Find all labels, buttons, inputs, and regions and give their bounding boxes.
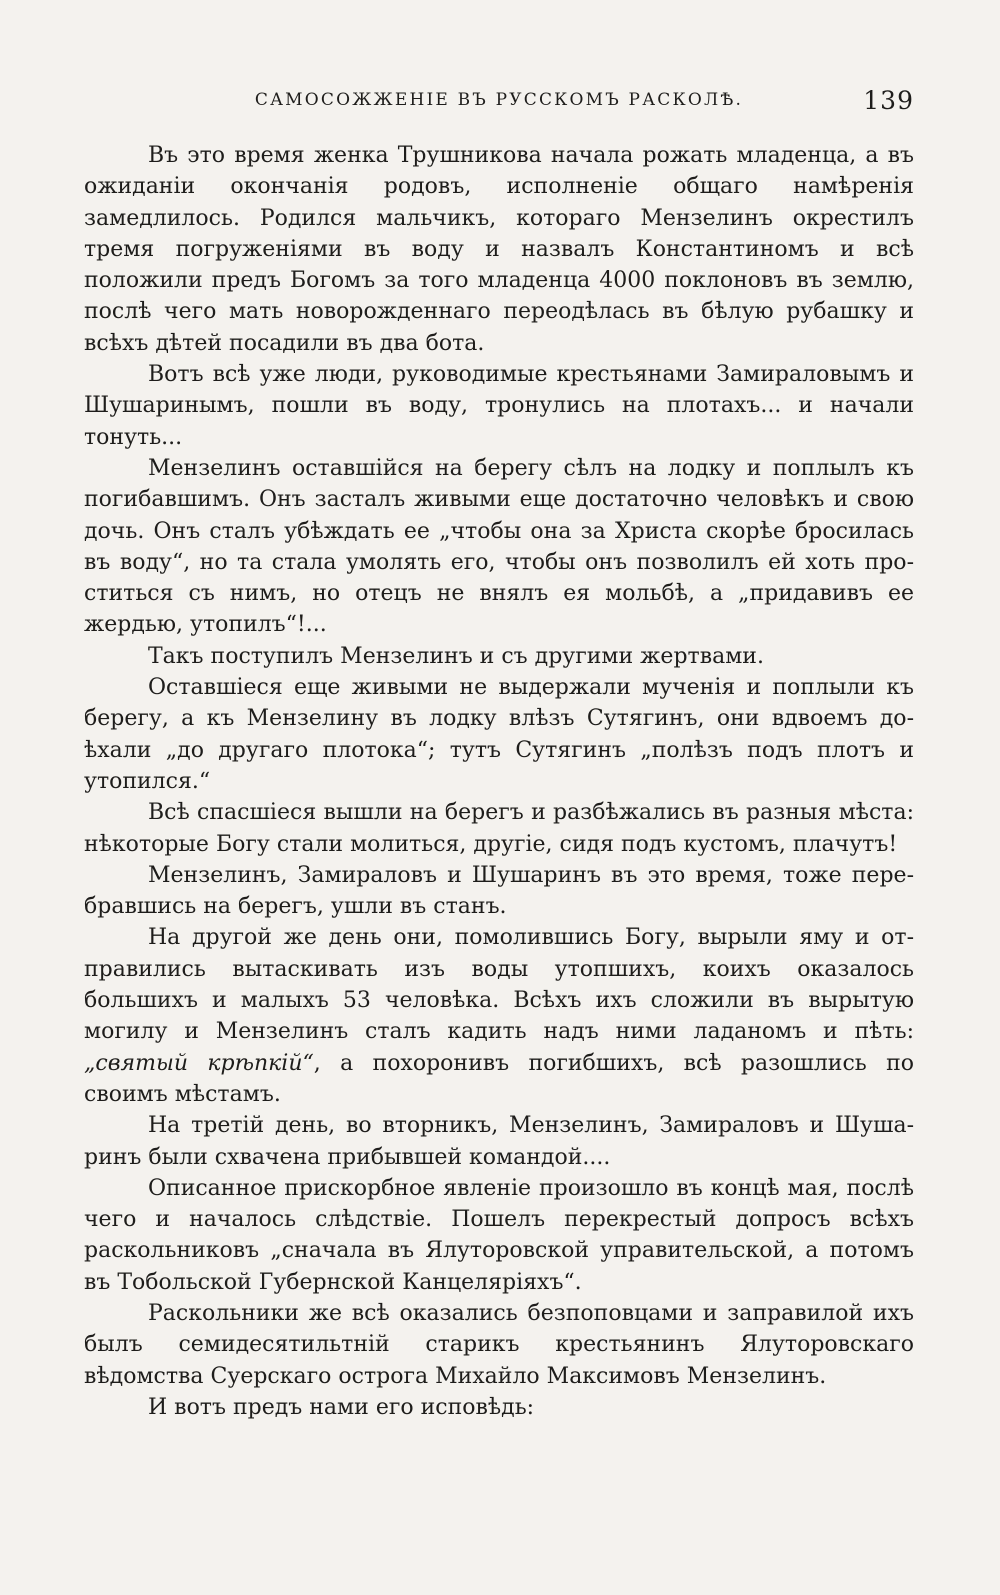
paragraph-burial [84,922,914,1110]
paragraph-confession-intro: И вотъ предъ нами его исповѣдь: [148,1394,535,1420]
paragraph-investigation: Описанное прискорбное явленіе произошло въ концѣ мая, послѣ чего и началось слѣдствіе. Пошелъ перекрестый допросъ всѣхъ раскольниковъ „сначала въ Ялуторовской управительской, а потомъ въ Тобольской Губернской Канцеляріяхъ“. [84,1175,914,1295]
paragraph-leader: Раскольники же всѣ оказались безпоповцами и заправилой ихъ былъ семидесятильтній старикъ крестьянинъ Ялуторовскаго вѣдомства Суерскаго острога Михайло Максимовъ Мензелинъ. [84,1300,914,1389]
burial-text: На другой же день они, помолившись Богу, вырыли яму и отправились вытаскивать изъ воды утопшихъ, коихъ оказалось большихъ и малыхъ 53 человѣка. Всѣхъ ихъ сложили въ вырытую могилу и Мензелинъ сталъ кадить надъ ними ладаномъ и пѣть: [84,925,914,1045]
paragraph-other-victims: Такъ поступилъ Мензелинъ и съ другими жертвами. [148,643,764,669]
paragraph-daughter: Мензелинъ оставшійся на берегу сѣлъ на лодку и поплылъ къ погибавшимъ. Онъ засталъ живыми еще достаточно человѣкъ и свою дочь. Онъ сталъ убѣждать ее „чтобы она за Христа скорѣе бросилась въ воду“, но та стала умолять его, чтобы онъ позволилъ ей хоть проститься съ нимъ, но отецъ не внялъ ея мольбѣ, а „придавивъ ее жердью, утопилъ“!... [84,455,914,638]
page-number: 139 [863,86,914,115]
paragraph-survivors: Оставшіеся еще живыми не выдержали мученія и поплыли къ берегу, а къ Мензелину въ лодку влѣзъ Сутягинъ, они вдвоемъ доѣхали „до другаго плотока“; тутъ Сутягинъ „полѣзъ подъ плотъ и утопился.“ [84,675,914,794]
paragraph-camp: Мензелинъ, Замираловъ и Шушаринъ въ это время, тоже перебравшись на берегъ, ушли въ станъ. [84,862,914,920]
paragraph-into-water: Вотъ всѣ уже люди, руководимые крестьянами Замираловымъ и Шушаринымъ, пошли въ воду, тронулись на плотахъ... и начали тонуть... [84,362,914,450]
burial-hymn-italic: „святый крѣпкій“ [84,1050,314,1076]
paragraph-birth: Въ это время женка Трушникова начала рожать младенца, а въ ожиданіи окончанія родовъ, исполненіе общаго намѣренія замедлилось. Родился мальчикъ, котораго Мензелинъ окрестилъ тремя погруженіями въ воду и назвалъ Константиномъ и всѣ положили предъ Богомъ за того младенца 4000 поклоновъ въ землю, послѣ чего мать новорожденнаго переодѣлась въ бѣлую рубашку и всѣхъ дѣтей посадили въ два бота. [84,143,914,356]
burial-text-tail: , а похоронивъ погибшихъ, всѣ разошлись по своимъ мѣстамъ. [84,1050,914,1107]
paragraph-shore: Всѣ спасшіеся вышли на берегъ и разбѣжались въ разныя мѣста: нѣкоторые Богу стали молиться, другіе, сидя подъ кустомъ, плачутъ! [84,800,914,857]
paragraph-arrest: На третій день, во вторникъ, Мензелинъ, Замираловъ и Шушаринъ были схвачена прибывшей командой.... [84,1113,914,1170]
running-header [84,86,914,116]
running-title: САМОСОЖЖЕНІЕ ВЪ РУССКОМЪ РАСКОЛѢ. [254,90,744,110]
body-text [84,140,914,1423]
